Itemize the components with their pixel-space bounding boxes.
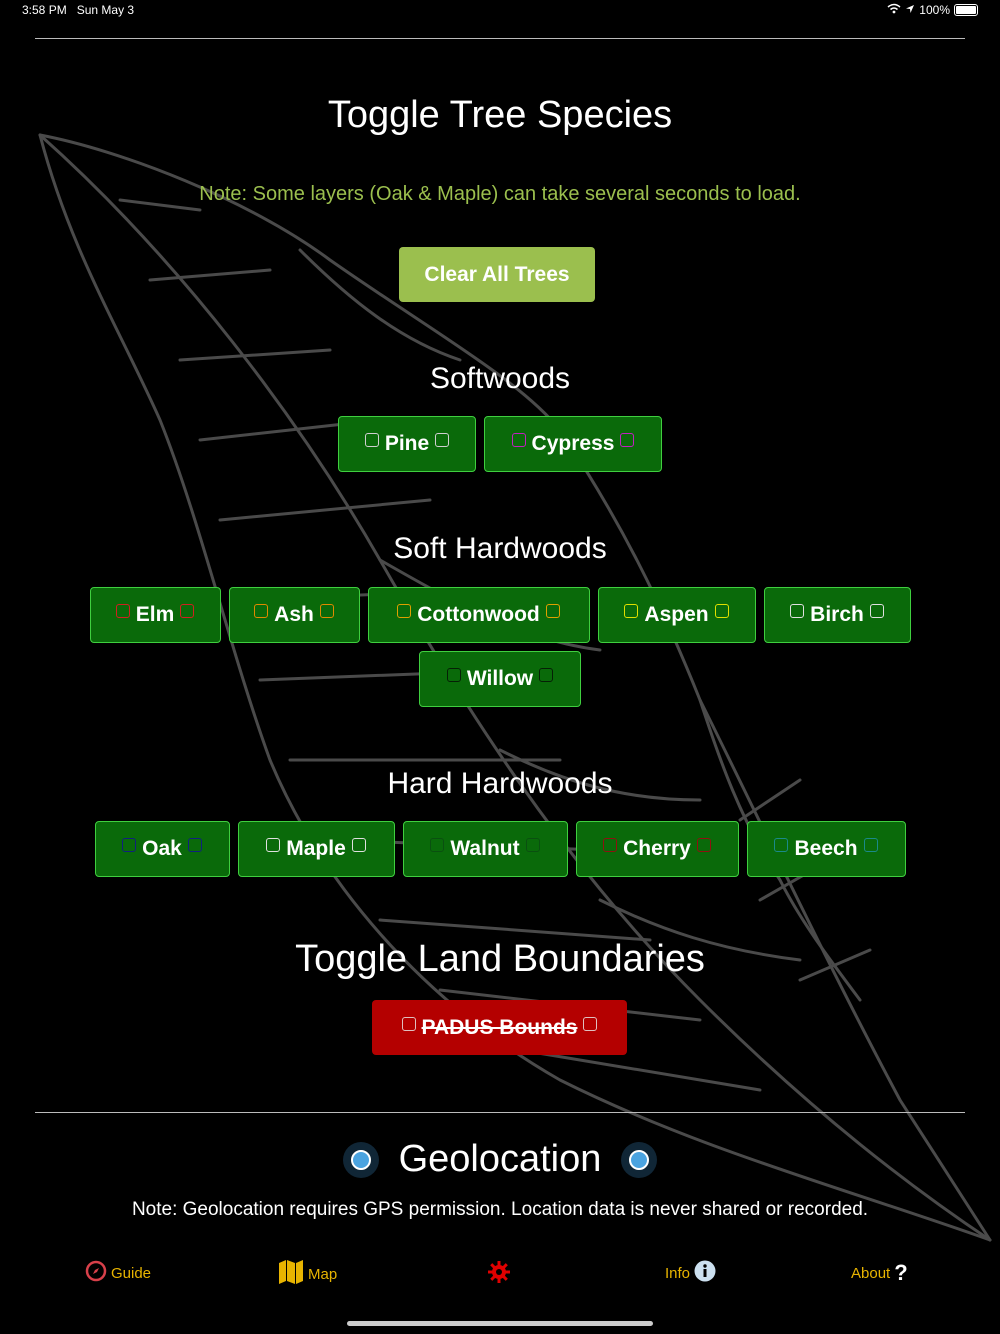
checkbox-icon	[864, 838, 878, 852]
status-date: Sun May 3	[76, 3, 135, 17]
padus-bounds-label: PADUS Bounds	[421, 1015, 578, 1039]
checkbox-icon	[583, 1017, 597, 1031]
tree-toggle-label: Cypress	[531, 432, 615, 455]
checkbox-icon	[430, 838, 444, 852]
info-icon	[694, 1260, 716, 1286]
tree-toggle-elm[interactable]	[90, 587, 221, 643]
tree-loading-note: Note: Some layers (Oak & Maple) can take several seconds to load.	[199, 183, 801, 205]
tab-map[interactable]	[278, 1260, 337, 1288]
checkbox-icon	[188, 838, 202, 852]
tree-toggle-label: Cherry	[623, 837, 691, 860]
softwoods-heading: Softwoods	[429, 362, 571, 395]
section-divider	[35, 1112, 965, 1113]
checkbox-icon	[180, 604, 194, 618]
geolocation-title: Geolocation	[398, 1138, 602, 1180]
checkbox-icon	[116, 604, 130, 618]
tree-toggle-oak[interactable]	[95, 821, 230, 877]
tree-toggle-pine[interactable]	[338, 416, 476, 472]
tree-toggle-willow[interactable]	[419, 651, 581, 707]
tree-toggle-ash[interactable]	[229, 587, 360, 643]
geolocation-toggle[interactable]	[0, 1138, 1000, 1181]
checkbox-icon	[254, 604, 268, 618]
geolocation-note: Note: Geolocation requires GPS permission. Location data is never shared or recorded.	[131, 1199, 869, 1220]
tree-toggle-maple[interactable]	[238, 821, 395, 877]
tab-guide[interactable]	[85, 1260, 151, 1286]
tab-label: About	[851, 1264, 891, 1282]
checkbox-icon	[624, 604, 638, 618]
checkbox-icon	[122, 838, 136, 852]
tab-label: Guide	[111, 1264, 152, 1282]
battery-percent: 100%	[919, 3, 950, 17]
checkbox-icon	[435, 433, 449, 447]
tree-toggle-label: Maple	[286, 837, 346, 860]
hard-hardwoods-heading: Hard Hardwoods	[387, 767, 613, 800]
tree-toggle-label: Pine	[384, 432, 430, 455]
home-indicator	[347, 1321, 653, 1326]
tree-toggle-label: Oak	[142, 837, 182, 860]
softwoods-row	[0, 416, 1000, 472]
tree-toggle-cottonwood[interactable]	[368, 587, 590, 643]
tree-toggle-aspen[interactable]	[598, 587, 756, 643]
tree-toggle-label: Willow	[466, 667, 534, 690]
checkbox-icon	[447, 668, 461, 682]
tree-toggle-label: Cottonwood	[417, 603, 540, 626]
tree-toggle-label: Walnut	[450, 837, 520, 860]
soft-hardwoods-row-1	[0, 587, 1000, 643]
tree-species-title: Toggle Tree Species	[327, 94, 673, 136]
soft-hardwoods-heading: Soft Hardwoods	[393, 532, 607, 565]
tree-toggle-label: Birch	[810, 603, 864, 626]
checkbox-icon	[620, 433, 634, 447]
checkbox-icon	[774, 838, 788, 852]
land-boundaries-title: Toggle Land Boundaries	[295, 938, 705, 980]
checkbox-icon	[526, 838, 540, 852]
tree-toggle-beech[interactable]	[747, 821, 906, 877]
clear-all-trees-button[interactable]: Clear All Trees	[399, 247, 595, 302]
checkbox-icon	[365, 433, 379, 447]
tab-label: Info	[665, 1264, 691, 1282]
tree-toggle-birch[interactable]	[764, 587, 911, 643]
compass-icon	[85, 1260, 107, 1286]
map-icon	[278, 1260, 304, 1288]
checkbox-icon	[397, 604, 411, 618]
checkbox-icon	[320, 604, 334, 618]
checkbox-icon	[790, 604, 804, 618]
checkbox-icon	[715, 604, 729, 618]
tab-label: Map	[308, 1265, 338, 1283]
hard-hardwoods-row	[0, 821, 1000, 877]
gear-icon	[487, 1260, 511, 1288]
radio-icon[interactable]	[343, 1142, 379, 1178]
checkbox-icon	[352, 838, 366, 852]
tab-about[interactable]	[851, 1260, 908, 1286]
checkbox-icon	[603, 838, 617, 852]
soft-hardwoods-row-2	[0, 651, 1000, 707]
checkbox-icon	[266, 838, 280, 852]
checkbox-icon	[546, 604, 560, 618]
checkbox-icon	[697, 838, 711, 852]
status-time: 3:58 PM	[22, 3, 67, 17]
tree-toggle-label: Ash	[274, 603, 314, 626]
padus-bounds-toggle[interactable]	[372, 1000, 627, 1055]
tree-toggle-label: Aspen	[644, 603, 709, 626]
checkbox-icon	[870, 604, 884, 618]
tree-toggle-walnut[interactable]	[403, 821, 568, 877]
tree-toggle-cypress[interactable]	[484, 416, 662, 472]
checkbox-icon	[539, 668, 553, 682]
tree-toggle-cherry[interactable]	[576, 821, 739, 877]
tree-toggle-label: Elm	[135, 603, 175, 626]
tree-toggle-label: Beech	[794, 837, 858, 860]
radio-icon[interactable]	[621, 1142, 657, 1178]
checkbox-icon	[402, 1017, 416, 1031]
checkbox-icon	[512, 433, 526, 447]
question-mark-icon: ?	[894, 1260, 908, 1285]
tab-info[interactable]	[665, 1260, 716, 1286]
tab-settings[interactable]	[487, 1260, 511, 1288]
